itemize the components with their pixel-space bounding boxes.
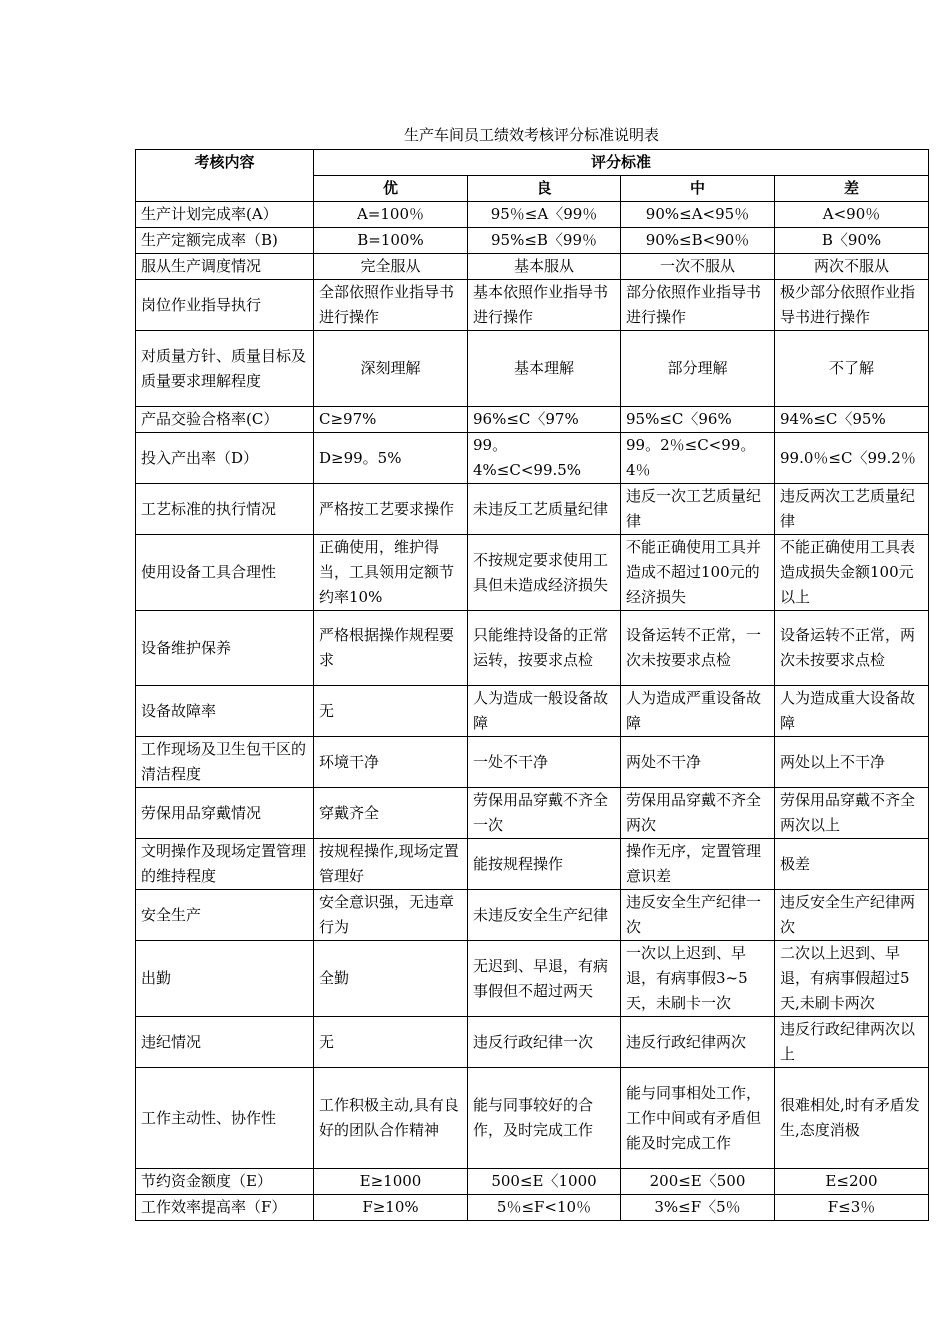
item-column-header: 考核内容: [136, 150, 314, 202]
grade-cell-excellent: 深刻理解: [314, 331, 468, 407]
grade-cell-fair: 95%≤C〈96%: [621, 407, 775, 433]
grade-cell-poor: 94%≤C〈95%: [775, 407, 929, 433]
grade-cell-fair: 90%≤A<95％: [621, 202, 775, 228]
grade-cell-excellent: B=100%: [314, 228, 468, 254]
grade-cell-poor: 极差: [775, 839, 929, 890]
grade-cell-fair: 违反安全生产纪律一次: [621, 890, 775, 941]
grade-header-poor: 差: [775, 176, 929, 202]
grade-cell-good: 未违反工艺质量纪律: [468, 484, 621, 535]
grade-cell-poor: 不了解: [775, 331, 929, 407]
grade-cell-poor: 违反两次工艺质量纪律: [775, 484, 929, 535]
criterion-cell: 安全生产: [136, 890, 314, 941]
grade-cell-good: 无迟到、早退，有病事假但不超过两天: [468, 941, 621, 1017]
criterion-cell: 产品交验合格率(C）: [136, 407, 314, 433]
grade-cell-poor: 违反安全生产纪律两次: [775, 890, 929, 941]
grade-cell-good: 99。4%≤C<99.5%: [468, 433, 621, 484]
grade-cell-poor: 很难相处,时有矛盾发生,态度消极: [775, 1068, 929, 1169]
grade-cell-good: 劳保用品穿戴不齐全一次: [468, 788, 621, 839]
grade-cell-good: 未违反安全生产纪律: [468, 890, 621, 941]
grade-cell-good: 95％≤A〈99％: [468, 202, 621, 228]
grade-cell-good: 500≤E〈1000: [468, 1169, 621, 1195]
grade-cell-excellent: A=100％: [314, 202, 468, 228]
grade-cell-excellent: 工作积极主动,具有良好的团队合作精神: [314, 1068, 468, 1169]
grade-cell-fair: 90%≤B<90％: [621, 228, 775, 254]
grade-cell-poor: 设备运转不正常，两次未按要求点检: [775, 611, 929, 686]
grade-cell-poor: 违反行政纪律两次以上: [775, 1017, 929, 1068]
table-body: [136, 202, 929, 1221]
grade-header-excellent: 优: [314, 176, 468, 202]
grade-cell-excellent: 严格按工艺要求操作: [314, 484, 468, 535]
grade-cell-good: 基本依照作业指导书进行操作: [468, 280, 621, 331]
grade-cell-good: 95%≤B〈99％: [468, 228, 621, 254]
grade-cell-excellent: 安全意识强，无违章行为: [314, 890, 468, 941]
table-row: [136, 484, 929, 535]
grade-cell-good: 能按规程操作: [468, 839, 621, 890]
grade-cell-poor: 99.0％≤C〈99.2％: [775, 433, 929, 484]
grade-header-fair: 中: [621, 176, 775, 202]
grade-cell-fair: 部分依照作业指导书进行操作: [621, 280, 775, 331]
table-row: [136, 890, 929, 941]
criterion-cell: 服从生产调度情况: [136, 254, 314, 280]
table-row: [136, 407, 929, 433]
table-row: [136, 535, 929, 611]
grade-cell-fair: 违反一次工艺质量纪律: [621, 484, 775, 535]
grade-cell-good: 5％≤F<10％: [468, 1195, 621, 1221]
table-row: [136, 228, 929, 254]
table-row: [136, 1017, 929, 1068]
criterion-cell: 工作现场及卫生包干区的清洁程度: [136, 737, 314, 788]
evaluation-table: [135, 149, 929, 1221]
grade-cell-poor: 二次以上迟到、早退，有病事假超过5天,未刷卡两次: [775, 941, 929, 1017]
grade-cell-poor: A<90％: [775, 202, 929, 228]
grade-cell-excellent: 按规程操作,现场定置管理好: [314, 839, 468, 890]
table-row: [136, 788, 929, 839]
grade-cell-excellent: 无: [314, 1017, 468, 1068]
grade-cell-fair: 劳保用品穿戴不齐全两次: [621, 788, 775, 839]
grade-cell-fair: 操作无序，定置管理意识差: [621, 839, 775, 890]
grade-cell-good: 一处不干净: [468, 737, 621, 788]
grade-cell-excellent: 环境干净: [314, 737, 468, 788]
criterion-cell: 工艺标准的执行情况: [136, 484, 314, 535]
grade-cell-poor: B〈90%: [775, 228, 929, 254]
grade-cell-excellent: F≥10%: [314, 1195, 468, 1221]
grade-cell-poor: 劳保用品穿戴不齐全两次以上: [775, 788, 929, 839]
grade-cell-fair: 3%≤F〈5％: [621, 1195, 775, 1221]
grade-cell-excellent: E≥1000: [314, 1169, 468, 1195]
grade-cell-fair: 一次不服从: [621, 254, 775, 280]
grade-cell-good: 能与同事较好的合作，及时完成工作: [468, 1068, 621, 1169]
grade-cell-good: 不按规定要求使用工具但未造成经济损失: [468, 535, 621, 611]
criterion-cell: 设备故障率: [136, 686, 314, 737]
grade-cell-fair: 能与同事相处工作，工作中间或有矛盾但能及时完成工作: [621, 1068, 775, 1169]
grade-cell-excellent: 全勤: [314, 941, 468, 1017]
grade-cell-poor: 极少部分依照作业指导书进行操作: [775, 280, 929, 331]
table-row: [136, 839, 929, 890]
table-row: [136, 254, 929, 280]
table-header: [136, 150, 929, 202]
grade-cell-good: 96%≤C〈97%: [468, 407, 621, 433]
criterion-cell: 生产定额完成率（B): [136, 228, 314, 254]
grade-cell-poor: 不能正确使用工具表造成损失金额100元以上: [775, 535, 929, 611]
criterion-cell: 对质量方针、质量目标及质量要求理解程度: [136, 331, 314, 407]
grade-cell-fair: 违反行政纪律两次: [621, 1017, 775, 1068]
criterion-cell: 节约资金额度（E）: [136, 1169, 314, 1195]
grade-cell-fair: 人为造成严重设备故障: [621, 686, 775, 737]
table-row: [136, 1195, 929, 1221]
grade-cell-poor: 人为造成重大设备故障: [775, 686, 929, 737]
grade-cell-excellent: C≥97%: [314, 407, 468, 433]
grade-cell-fair: 设备运转不正常，一次未按要求点检: [621, 611, 775, 686]
grade-cell-good: 基本服从: [468, 254, 621, 280]
criteria-column-header: 评分标准: [314, 150, 929, 176]
grade-cell-excellent: 正确使用，维护得当，工具领用定额节约率10%: [314, 535, 468, 611]
table-row: [136, 331, 929, 407]
grade-cell-excellent: 完全服从: [314, 254, 468, 280]
grade-cell-poor: E≤200: [775, 1169, 929, 1195]
criterion-cell: 工作主动性、协作性: [136, 1068, 314, 1169]
table-row: [136, 1068, 929, 1169]
criterion-cell: 出勤: [136, 941, 314, 1017]
grade-cell-fair: 不能正确使用工具并造成不超过100元的经济损失: [621, 535, 775, 611]
grade-cell-excellent: 无: [314, 686, 468, 737]
grade-cell-good: 基本理解: [468, 331, 621, 407]
criterion-cell: 投入产出率（D）: [136, 433, 314, 484]
table-row: [136, 941, 929, 1017]
grade-cell-excellent: 全部依照作业指导书进行操作: [314, 280, 468, 331]
table-row: [136, 737, 929, 788]
table-row: [136, 1169, 929, 1195]
grade-cell-fair: 99。2％≤C<99。4％: [621, 433, 775, 484]
grade-cell-fair: 一次以上迟到、早退，有病事假3~5天，未刷卡一次: [621, 941, 775, 1017]
grade-cell-fair: 200≤E〈500: [621, 1169, 775, 1195]
grade-cell-good: 只能维持设备的正常运转，按要求点检: [468, 611, 621, 686]
table-row: [136, 280, 929, 331]
table-row: [136, 202, 929, 228]
criterion-cell: 使用设备工具合理性: [136, 535, 314, 611]
document-title: 生产车间员工绩效考核评分标准说明表: [403, 126, 659, 144]
table-row: [136, 611, 929, 686]
grade-cell-fair: 两处不干净: [621, 737, 775, 788]
grade-cell-good: 违反行政纪律一次: [468, 1017, 621, 1068]
criterion-cell: 劳保用品穿戴情况: [136, 788, 314, 839]
grade-cell-excellent: 穿戴齐全: [314, 788, 468, 839]
grade-cell-poor: 两次不服从: [775, 254, 929, 280]
grade-cell-excellent: D≥99。5%: [314, 433, 468, 484]
table-row: [136, 686, 929, 737]
criterion-cell: 设备维护保养: [136, 611, 314, 686]
criterion-cell: 工作效率提高率（F）: [136, 1195, 314, 1221]
grade-cell-poor: 两处以上不干净: [775, 737, 929, 788]
criterion-cell: 岗位作业指导执行: [136, 280, 314, 331]
criterion-cell: 生产计划完成率(A）: [136, 202, 314, 228]
grade-cell-excellent: 严格根据操作规程要求: [314, 611, 468, 686]
grade-cell-fair: 部分理解: [621, 331, 775, 407]
grade-cell-good: 人为造成一般设备故障: [468, 686, 621, 737]
grade-header-good: 良: [468, 176, 621, 202]
grade-cell-poor: F≤3％: [775, 1195, 929, 1221]
criterion-cell: 文明操作及现场定置管理的维持程度: [136, 839, 314, 890]
table-row: [136, 433, 929, 484]
criterion-cell: 违纪情况: [136, 1017, 314, 1068]
